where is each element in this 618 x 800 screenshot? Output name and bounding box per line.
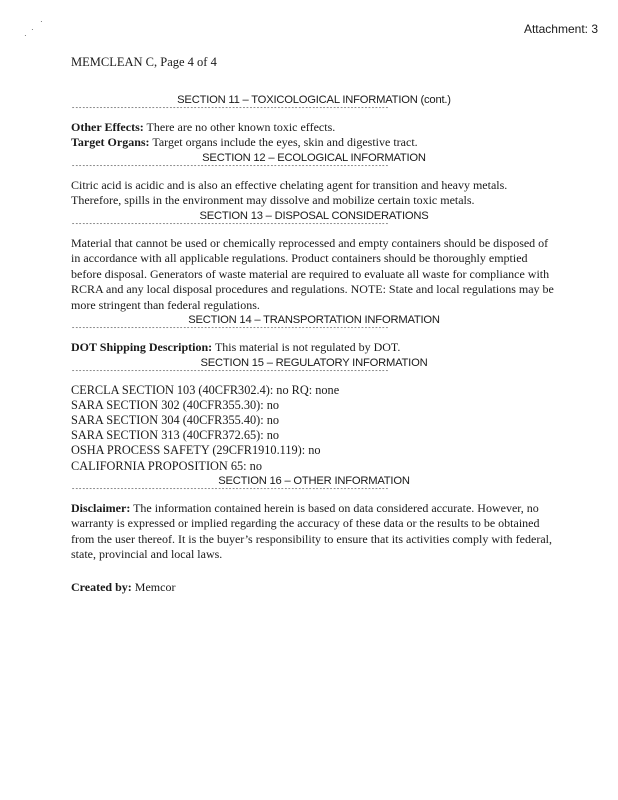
disposal-paragraph: Material that cannot be used or chemically reprocessed and empty containers should be disposed of in accordance with all applicable regulations. Product containers should be thoroughly emptied before disposal. Generators of waste material are required to evaluate all waste for compliance with RCRA and any local disposal procedures and regulations. NOTE: State and local regulations may be more stringent than federal regulations. — [71, 235, 554, 312]
other-effects: Other Effects: There are no other known toxic effects. — [71, 119, 336, 134]
section-title: SECTION 14 – TRANSPORTATION INFORMATION — [188, 314, 440, 326]
regulatory-line: CERCLA SECTION 103 (40CFR302.4): no RQ: none — [71, 382, 340, 397]
created-by: Created by: Memcor — [71, 579, 176, 594]
star-divider: ******************************************************************************************* — [71, 222, 389, 230]
target-organs: Target Organs: Target organs include the eyes, skin and digestive tract. — [71, 135, 418, 149]
section-title: SECTION 16 – OTHER INFORMATION — [218, 474, 410, 487]
section-title: SECTION 15 – REGULATORY INFORMATION — [200, 356, 428, 369]
document-body — [71, 55, 557, 595]
section-11 — [71, 93, 557, 151]
star-divider: ******************************************************************************************* — [71, 487, 389, 495]
disclaimer: Disclaimer: The information contained herein is based on data considered accurate. However, no warranty is expressed or implied regarding the accuracy of these data or the results to be obtained from the user thereof. It is the buyer’s responsibility to ensure that its activities comply with federal, state, provincial and local laws. — [71, 500, 552, 562]
dot-shipping-description: DOT Shipping Description: This material is not regulated by DOT. — [71, 340, 401, 354]
scan-speck: · — [24, 31, 27, 40]
regulatory-line: OSHA PROCESS SAFETY (29CFR1910.119): no — [71, 443, 321, 458]
regulatory-line: SARA SECTION 304 (40CFR355.40): no — [71, 412, 280, 427]
scan-speck: · — [40, 17, 43, 26]
ecological-paragraph: Citric acid is acidic and is also an effective chelating agent for transition and heavy metals. Therefore, spills in the environment may dissolve and mobilize certain toxic metals. — [71, 177, 508, 207]
regulatory-line: SARA SECTION 302 (40CFR355.30): no — [71, 397, 280, 412]
section-title: SECTION 11 – TOXICOLOGICAL INFORMATION (cont.) — [177, 93, 451, 106]
section-12 — [71, 151, 557, 209]
section-16 — [71, 474, 557, 596]
section-title: SECTION 12 – ECOLOGICAL INFORMATION — [202, 151, 426, 164]
regulatory-line: CALIFORNIA PROPOSITION 65: no — [71, 458, 262, 473]
section-title: SECTION 13 – DISPOSAL CONSIDERATIONS — [199, 209, 429, 222]
scan-speck: · — [31, 25, 34, 34]
regulatory-line: SARA SECTION 313 (40CFR372.65): no — [71, 428, 280, 443]
attachment-label: Attachment: 3 — [523, 22, 598, 36]
section-14 — [71, 313, 557, 356]
section-13 — [71, 209, 557, 314]
star-divider: ******************************************************************************************* — [71, 164, 389, 172]
document-header: MEMCLEAN C, Page 4 of 4 — [71, 55, 217, 69]
star-divider: ******************************************************************************************* — [71, 327, 389, 334]
star-divider: ******************************************************************************************* — [71, 106, 389, 114]
star-divider: ******************************************************************************************* — [71, 369, 389, 377]
section-15 — [71, 356, 557, 474]
